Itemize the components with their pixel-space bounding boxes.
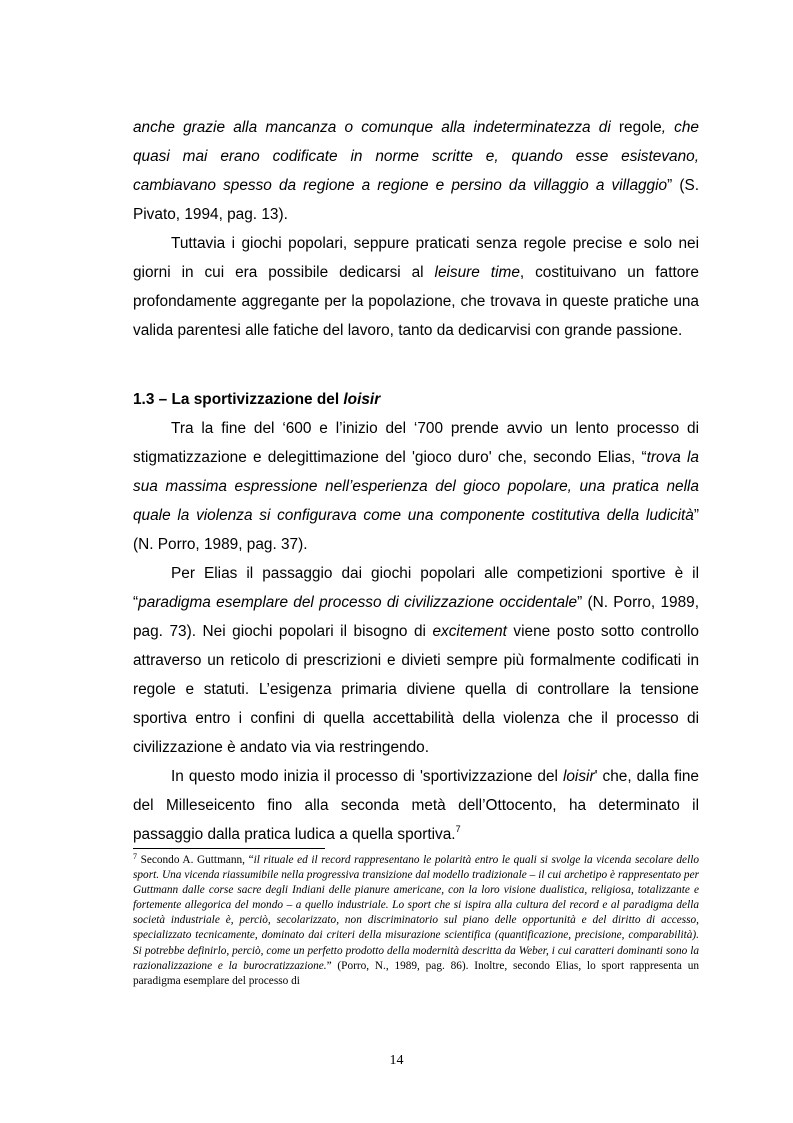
main-text xyxy=(133,113,699,345)
term-italic: leisure time xyxy=(434,264,520,281)
section-1-3 xyxy=(133,385,699,849)
paragraph-2: Tuttavia i giochi popolari, seppure praticati senza regole precise e solo nei giorni in cui era possibile dedicarsi al leisure time, costituivano un fattore profondamente aggregante per la popolazione, che trovava in queste pratiche una valida parentesi alle fatiche del lavoro, tanto da dedicarvisi con grande passione. xyxy=(133,235,699,339)
footnote-7: $^7$ Secondo A. Guttmann, “il rituale ed il record rappresentano le polarità entro le quali si svolge la vicenda secolare dello sport. Una vicenda riassumibile nella progressiva transizione dal modello tradizionale – il cui archetipo è rappresentato per Guttmann dalle corse sacre degli Indiani delle pianure americane, con la loro visione dualistica, religiosa, totalizzante e fortemente allegorica del mondo – a quello industriale. Lo sport che si ispira alla cultura del record e al paradigma della società industriale è, perciò, secolarizzato, non discriminatorio sul piano delle opportunità e del diritto di accesso, specializzato tecnicamente, dominato dai criteri della misurazione scientifica (quantificazione, precisione, comparabilità). Si potrebbe definirlo, perciò, come un perfetto prodotto della modernità descritta da Weber, i cui caratteri dominanti sono la razionalizzazione e la burocratizzazione.” (Porro, N., 1989, pag. 86). Inoltre, secondo Elias, lo sport rappresenta un paradigma esemplare del processo di xyxy=(133,852,700,987)
section-heading: 1.3 – La sportivizzazione del loisir xyxy=(133,391,381,408)
quote-italic: paradigma esemplare del processo di civilizzazione occidentale xyxy=(138,594,578,611)
footnote-reference[interactable]: 7 xyxy=(455,824,461,834)
term-italic: loisir xyxy=(562,768,595,785)
footnote-separator xyxy=(133,848,325,849)
quote-italic-cont: , che quasi mai erano codificate in norme scritte e, quando esse esistevano, cambiavano spesso da regione a regione e persino da villaggio a villaggio xyxy=(133,119,699,194)
footnote-quote: il rituale ed il record rappresentano le polarità entro le quali si svolge la vicenda secolare dello sport. Una vicenda riassumibile nella progressiva transizione dal modello tradizionale – il cui archetipo è rappresentato per Guttmann dalle corse sacre degli Indiani delle pianure americane, con la loro visione dualistica, religiosa, totalizzante e fortemente allegorica del mondo – a quello industriale. Lo sport che si ispira alla cultura del record e al paradigma della società industriale è, perciò, secolarizzato, non discriminatorio sul piano delle opportunità e del diritto di accesso, specializzato tecnicamente, dominato dai criteri della misurazione scientifica (quantificazione, precisione, comparabilità). Si potrebbe definirlo, perciò, come un perfetto prodotto della modernità descritta da Weber, i cui caratteri dominanti sono la razionalizzazione e la burocratizzazione. xyxy=(133,854,699,972)
citation: ” (N. Porro, 1989, pag. 37). xyxy=(133,507,699,553)
paragraph-1 xyxy=(133,113,699,229)
footnote-number: 7 xyxy=(133,852,137,861)
quote-italic: anche grazie alla mancanza o comunque alla indeterminatezza di xyxy=(133,119,611,136)
paragraph-3: Tra la fine del ‘600 e l’inizio del ‘700 prende avvio un lento processo di stigmatizzazione e delegittimazione del 'gioco duro' che, secondo Elias, “trova la sua massima espressione nell’esperienza del gioco popolare, una pratica nella quale la violenza si configurava come una componente costitutiva della ludicità” (N. Porro, 1989, pag. 37). xyxy=(133,420,699,553)
term-italic: excitement xyxy=(432,623,507,640)
paragraph-4: Per Elias il passaggio dai giochi popolari alle competizioni sportive è il “paradigma esemplare del processo di civilizzazione occidentale” (N. Porro, 1989, pag. 73). Nei giochi popolari il bisogno di excitement viene posto sotto controllo attraverso un reticolo di prescrizioni e divieti sempre più formalmente codificati in regole e statuti. L’esigenza primaria diviene quella di controllare la tensione sportiva entro i confini di quella accettabilità della violenza che il processo di civilizzazione è andato via via restringendo. xyxy=(133,565,699,756)
paragraph-5: In questo modo inizia il processo di 'sportivizzazione del loisir' che, dalla fine del Milleseicento fino alla seconda metà dell’Ottocento, ha determinato il passaggio dalla pratica ludica a quella sportiva.$^7$ xyxy=(133,768,699,843)
quote-italic: trova la sua massima espressione nell’esperienza del gioco popolare, una pratica nella quale la violenza si configurava come una componente costitutiva della ludicità xyxy=(133,449,699,524)
page-number: 14 xyxy=(389,1053,404,1068)
quote-plain: regole xyxy=(610,119,662,136)
citation: ” (S. Pivato, 1994, pag. 13). xyxy=(133,177,699,223)
